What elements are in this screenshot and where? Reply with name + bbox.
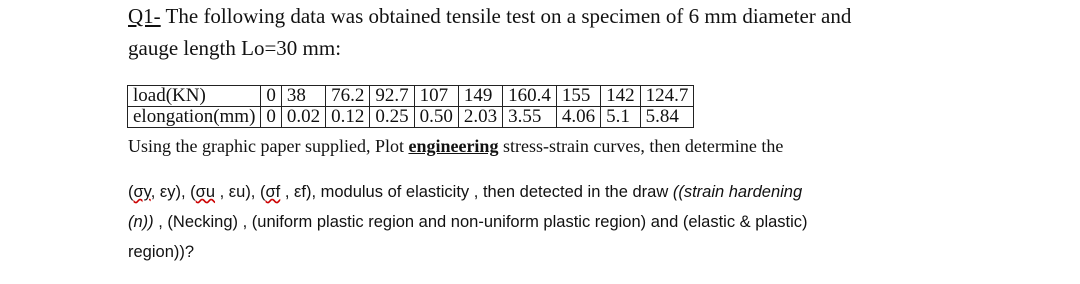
table-cell: 160.4 [503, 86, 557, 107]
paragraph-text: , εu), ( [215, 183, 266, 201]
table-cell: 0.02 [281, 107, 325, 128]
paragraph-text: ( [128, 183, 134, 201]
paragraph-italic: (n)) [128, 213, 154, 231]
table-cell: 155 [556, 86, 600, 107]
table-cell: 5.84 [640, 107, 694, 128]
table-cell: 0 [261, 107, 282, 128]
paragraph-text: , (Necking) , (uniform plastic region and non-uniform plastic region) and (elastic & plastic) [153, 213, 808, 231]
table-cell: 142 [601, 86, 641, 107]
table-row [128, 86, 694, 107]
table-cell: 0.50 [414, 107, 458, 128]
question-line-2: gauge length Lo=30 mm: [128, 36, 342, 60]
table-row-header: elongation(mm) [128, 107, 261, 128]
paragraph-symbol: σu [195, 183, 216, 201]
paragraph-line-3: region))? [128, 243, 195, 261]
paragraph-text: , εy), ( [150, 183, 196, 201]
instruction-emphasis: engineering [408, 136, 499, 156]
instruction-after: stress-strain curves, then determine the [498, 136, 784, 156]
table-cell: 0.25 [370, 107, 414, 128]
paragraph-symbol: σf [265, 183, 281, 201]
table-cell: 4.06 [556, 107, 600, 128]
paragraph-symbol: σy [133, 183, 151, 201]
question-number: Q1- [128, 4, 161, 28]
paragraph-line-2 [128, 213, 808, 232]
paragraph-line-1 [128, 183, 802, 202]
table-cell: 92.7 [370, 86, 414, 107]
table-cell: 3.55 [503, 107, 557, 128]
paragraph-italic: ((strain hardening [672, 183, 803, 201]
table-row-header: load(KN) [128, 86, 261, 107]
question-text-1: The following data was obtained tensile test on a specimen of 6 mm diameter and [160, 4, 852, 28]
table-cell: 38 [281, 86, 325, 107]
instruction-before: Using the graphic paper supplied, Plot [128, 136, 409, 156]
table-cell: 149 [458, 86, 502, 107]
table-cell: 76.2 [326, 86, 370, 107]
data-table [127, 85, 694, 128]
table-cell: 5.1 [601, 107, 641, 128]
table-cell: 0.12 [326, 107, 370, 128]
question-line-1 [128, 4, 851, 29]
instruction-line [128, 136, 783, 157]
table-cell: 0 [261, 86, 282, 107]
table-cell: 124.7 [640, 86, 694, 107]
table-cell: 107 [414, 86, 458, 107]
paragraph-text: , εf), modulus of elasticity , then detected in the draw [280, 183, 673, 201]
table-cell: 2.03 [458, 107, 502, 128]
table-row [128, 107, 694, 128]
